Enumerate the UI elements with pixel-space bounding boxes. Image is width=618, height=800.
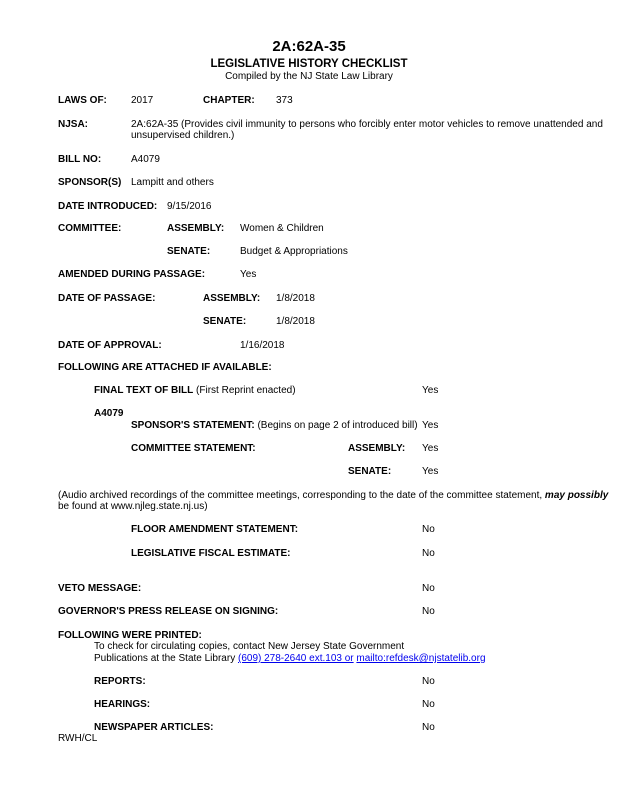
chapter-label: CHAPTER: [203,95,255,106]
final-text-label: FINAL TEXT OF BILL [94,385,194,396]
initials: RWH/CL [58,733,98,744]
printed-line-2-prefix: Publications at the State Library [94,653,238,664]
hearings-label: HEARINGS: [94,699,151,710]
sponsor-statement-row [131,420,418,432]
amended-value: Yes [240,269,257,280]
committee-assembly-value: Women & Children [240,223,324,234]
committee-senate-label: SENATE: [167,246,211,257]
sponsor-statement-value: Yes [422,420,439,431]
chapter-value: 373 [276,95,293,106]
committee-statement-label: COMMITTEE STATEMENT: [131,443,256,454]
njsa-line-1: 2A:62A-35 (Provides civil immunity to persons who forcibly enter motor vehicles to remove unattended and [131,119,603,130]
reports-label: REPORTS: [94,676,146,687]
approval-label: DATE OF APPROVAL: [58,340,162,351]
committee-assembly-label: ASSEMBLY: [167,223,225,234]
hearings-value: No [422,699,435,710]
newspaper-label: NEWSPAPER ARTICLES: [94,722,214,733]
final-text-value: Yes [422,385,439,396]
njsa-line-2: unsupervised children.) [131,130,235,141]
date-introduced-label: DATE INTRODUCED: [58,201,158,212]
final-text-note: (First Reprint enacted) [196,385,296,396]
page-title: 2A:62A-35 [272,38,346,55]
committee-statement-senate-value: Yes [422,466,439,477]
sponsor-statement-label: SPONSOR'S STATEMENT: [131,420,255,431]
committee-statement-senate-label: SENATE: [348,466,392,477]
njsa-label: NJSA: [58,119,89,130]
press-release-value: No [422,606,435,617]
laws-of-label: LAWS OF: [58,95,107,106]
sponsor-statement-note: (Begins on page 2 of introduced bill) [257,420,418,431]
phone-link[interactable]: (609) 278-2640 ext.103 or [237,653,354,664]
veto-label: VETO MESSAGE: [58,583,142,594]
passage-assembly-value: 1/8/2018 [276,293,315,304]
page-subtitle: LEGISLATIVE HISTORY CHECKLIST [210,58,408,70]
date-introduced-value: 9/15/2016 [167,201,212,212]
passage-senate-value: 1/8/2018 [276,316,315,327]
bill-no-value: A4079 [131,154,160,165]
floor-amendment-label: FLOOR AMENDMENT STATEMENT: [131,524,299,535]
printed-line-1: To check for circulating copies, contact New Jersey State Government [94,641,405,652]
audio-note-emphasis: may possibly [544,490,609,501]
reports-value: No [422,676,435,687]
veto-value: No [422,583,435,594]
floor-amendment-value: No [422,524,435,535]
amended-label: AMENDED DURING PASSAGE: [58,269,206,280]
passage-label: DATE OF PASSAGE: [58,293,156,304]
committee-statement-assembly-value: Yes [422,443,439,454]
final-text-row [94,385,296,397]
laws-of-value: 2017 [131,95,154,106]
committee-senate-value: Budget & Appropriations [240,246,348,257]
committee-statement-assembly-label: ASSEMBLY: [348,443,406,454]
printed-heading: FOLLOWING WERE PRINTED: [58,630,202,641]
fiscal-estimate-label: LEGISLATIVE FISCAL ESTIMATE: [131,548,291,559]
compiled-by: Compiled by the NJ State Law Library [225,71,393,82]
passage-assembly-label: ASSEMBLY: [203,293,261,304]
committee-label: COMMITTEE: [58,223,122,234]
newspaper-value: No [422,722,435,733]
sponsors-label: SPONSOR(S) [58,177,122,188]
press-release-label: GOVERNOR'S PRESS RELEASE ON SIGNING: [58,606,279,617]
sponsors-value: Lampitt and others [131,177,214,188]
bill-no-label: BILL NO: [58,154,102,165]
printed-line-2 [94,653,486,665]
email-link[interactable]: mailto:refdesk@njstatelib.org [356,653,486,664]
attached-heading: FOLLOWING ARE ATTACHED IF AVAILABLE: [58,362,272,373]
passage-senate-label: SENATE: [203,316,247,327]
audio-note-text: (Audio archived recordings of the committee meetings, corresponding to the date of the committee statement, [58,490,545,501]
fiscal-estimate-value: No [422,548,435,559]
approval-value: 1/16/2018 [240,340,285,351]
audio-note-line-2: be found at www.njleg.state.nj.us) [58,501,208,512]
bill-reference: A4079 [94,408,124,419]
